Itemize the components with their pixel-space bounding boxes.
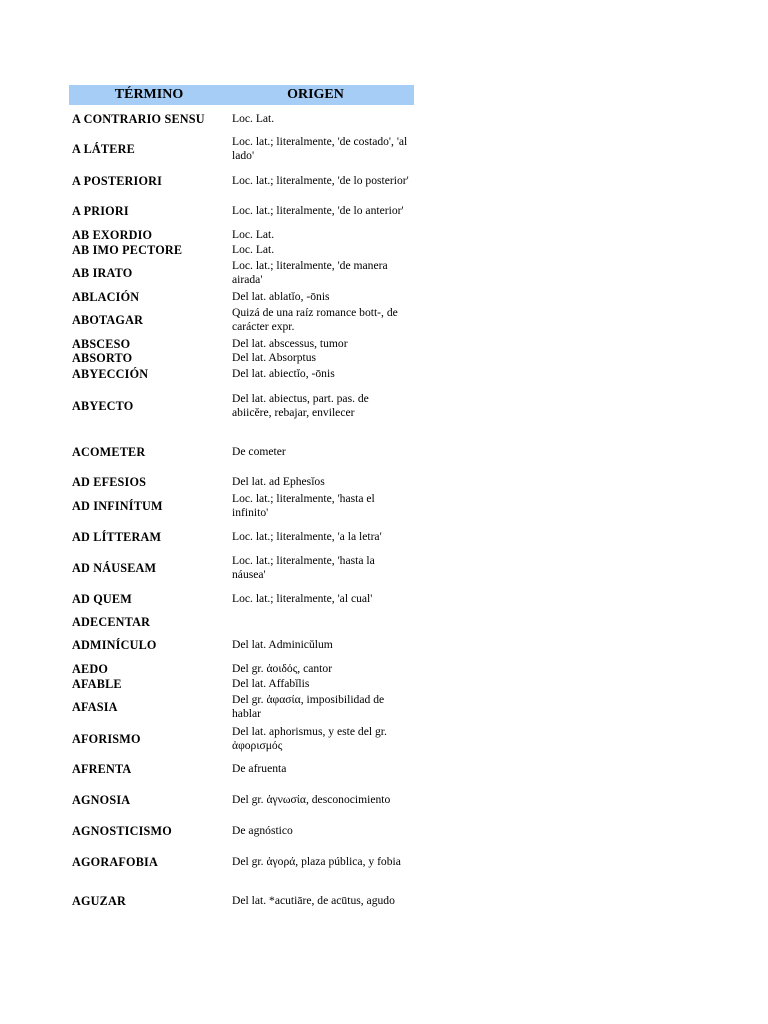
table-row (69, 553, 414, 583)
term-cell: ABSORTO (72, 350, 133, 365)
table-row (69, 785, 414, 815)
origin-cell: Loc. Lat. (232, 228, 275, 241)
origin-cell: Loc. lat.; literalmente, 'hasta el infinito' (232, 492, 375, 519)
term-cell: AFASIA (72, 699, 118, 714)
term-cell: ADMINÍCULO (72, 637, 157, 652)
term-cell: AFABLE (72, 676, 122, 691)
origin-cell: Del gr. ἀγορά, plaza pública, y fobia (232, 855, 401, 868)
term-cell: ABOTAGAR (72, 312, 144, 327)
term-cell: AD LÍTTERAM (72, 529, 162, 544)
origin-cell: Loc. Lat. (232, 243, 275, 256)
origin-column-header: ORIGEN (287, 87, 344, 102)
origin-cell: Loc. lat.; literalmente, 'de lo posterior' (232, 174, 409, 187)
term-cell: ABSCESO (72, 336, 131, 351)
origin-cell: Del lat. ablatĭo, -ōnis (232, 290, 330, 303)
glossary-table (69, 85, 414, 908)
origin-cell: Del lat. Adminicŭlum (232, 638, 333, 651)
origin-cell: Del gr. ἀφασία, imposibilidad de hablar (232, 693, 385, 720)
origin-cell: De afruenta (232, 762, 287, 775)
origin-cell: Loc. lat.; literalmente, 'de manera airada' (232, 259, 388, 286)
term-cell: ABYECCIÓN (72, 366, 149, 381)
term-column-header: TÉRMINO (114, 87, 184, 102)
origin-cell: Loc. lat.; literalmente, 'al cual' (232, 592, 373, 605)
term-cell: A LÁTERE (72, 141, 135, 156)
origin-cell: Loc. lat.; literalmente, 'hasta la náusea' (232, 554, 375, 581)
term-cell: AGORAFOBIA (72, 854, 158, 869)
origin-cell: Del lat. ad Ephesĭos (232, 475, 325, 488)
term-cell: AD QUEM (72, 591, 132, 606)
table-row (69, 754, 414, 784)
term-cell: A POSTERIORI (72, 173, 163, 188)
table-row (69, 847, 414, 877)
table-row (69, 166, 414, 196)
table-row (69, 491, 414, 521)
term-cell: AD NÁUSEAM (72, 560, 157, 575)
term-cell: AFRENTA (72, 761, 132, 776)
origin-cell: Quizá de una raíz romance bott-, de carácter expr. (232, 306, 398, 333)
table-row (69, 437, 414, 467)
origin-cell: Del lat. Affabĭlis (232, 677, 310, 690)
table-row (69, 104, 414, 134)
term-cell: AB IRATO (72, 265, 133, 280)
table-row (69, 359, 414, 389)
table-row (69, 134, 414, 164)
origin-cell: De cometer (232, 445, 286, 458)
term-cell: ADECENTAR (72, 614, 151, 629)
term-cell: ABYECTO (72, 398, 134, 413)
table-header (69, 85, 414, 105)
origin-cell: Del gr. ἀοιδός, cantor (232, 662, 333, 675)
table-row (69, 391, 414, 421)
origin-cell: Loc. lat.; literalmente, 'de lo anterior' (232, 204, 404, 217)
term-cell: AGNOSTICISMO (72, 823, 172, 838)
term-cell: AD EFESIOS (72, 474, 147, 489)
term-cell: AD INFINÍTUM (72, 498, 163, 513)
origin-cell: Del lat. abiectus, part. pas. de abiicĕre, rebajar, envilecer (232, 392, 369, 419)
origin-cell: Del gr. ἀγνωσία, desconocimiento (232, 793, 391, 806)
origin-cell: Del lat. *acutiāre, de acūtus, agudo (232, 894, 395, 907)
term-cell: A PRIORI (72, 203, 129, 218)
table-row (69, 816, 414, 846)
term-cell: AB EXORDIO (72, 227, 153, 242)
term-cell: ACOMETER (72, 444, 146, 459)
term-cell: AEDO (72, 661, 109, 676)
origin-cell: De agnóstico (232, 824, 293, 837)
table-row (69, 522, 414, 552)
origin-cell: Del lat. abscessus, tumor (232, 337, 348, 350)
term-cell: A CONTRARIO SENSU (72, 111, 205, 126)
term-cell: AGNOSIA (72, 792, 131, 807)
table-row (69, 692, 414, 722)
origin-cell: Loc. Lat. (232, 112, 275, 125)
origin-cell: Loc. lat.; literalmente, 'a la letra' (232, 530, 382, 543)
table-row (69, 724, 414, 754)
origin-cell: Del lat. Absorptus (232, 351, 317, 364)
term-cell: AGUZAR (72, 893, 127, 908)
term-cell: AB IMO PECTORE (72, 242, 183, 257)
origin-cell: Loc. lat.; literalmente, 'de costado', 'al lado' (232, 135, 408, 162)
term-cell: AFORISMO (72, 731, 141, 746)
term-cell: ABLACIÓN (72, 289, 140, 304)
origin-cell: Del lat. abiectĭo, -ōnis (232, 367, 335, 380)
table-row (69, 886, 414, 916)
origin-cell: Del lat. aphorismus, y este del gr. ἀφορισμός (232, 725, 387, 752)
